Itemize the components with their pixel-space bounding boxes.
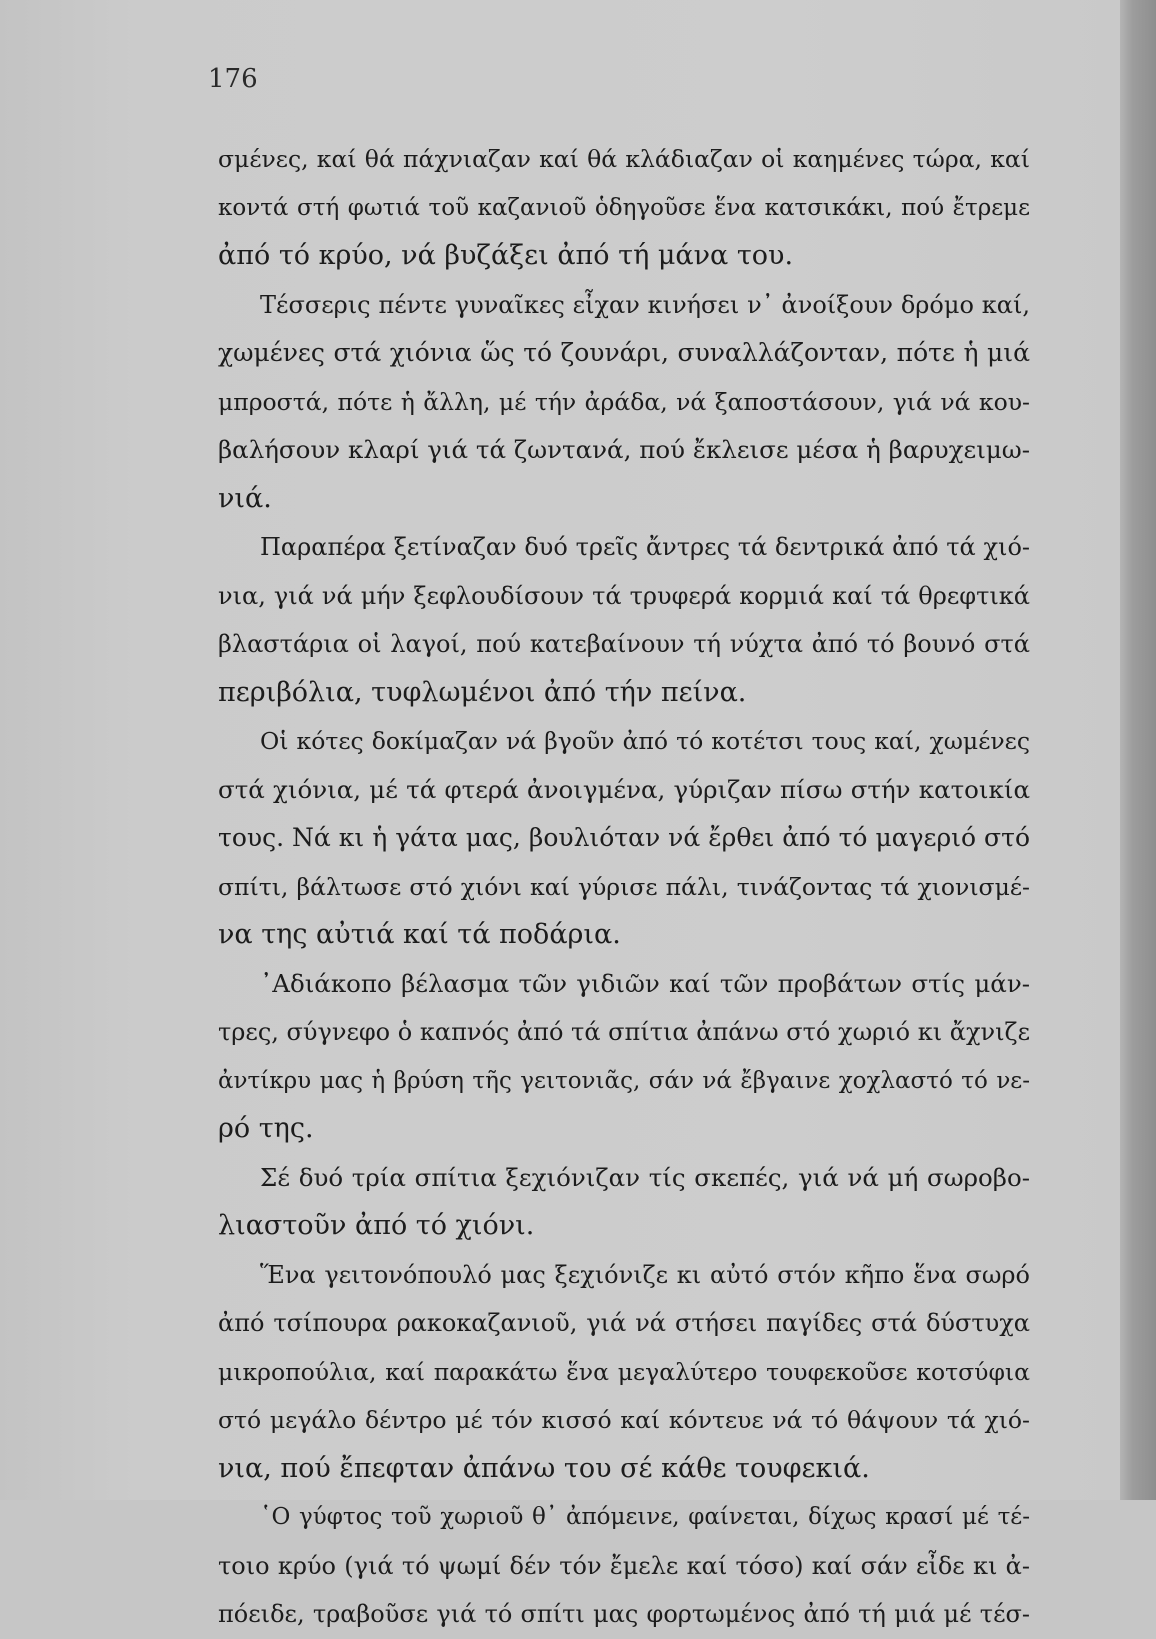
text-line: βλαστάρια οἱ λαγοί, πού κατεβαίνουν τή νύχτα ἀπό τό βουνό στά	[218, 630, 1030, 658]
text-line: τρες, σύγνεφο ὁ καπνός ἀπό τά σπίτια ἀπάνω στό χωριό κι ἄχνιζε	[218, 1018, 1030, 1046]
book-gutter-edge	[1120, 0, 1156, 1500]
text-line: λιαστοῦν ἀπό τό χιόνι.	[218, 1210, 535, 1241]
text-line: νια, γιά νά μήν ξεφλουδίσουν τά τρυφερά κορμιά καί τά θρεφτικά	[218, 581, 1030, 610]
text-line: ῾Ο γύφτος τοῦ χωριοῦ θ᾽ ἀπόμεινε, φαίνεται, δίχως κρασί μέ τέ-	[260, 1504, 1030, 1530]
body-text	[218, 135, 1030, 1639]
text-line: νιά.	[218, 482, 272, 514]
text-line: περιβόλια, τυφλωμένοι ἀπό τήν πείνα.	[218, 676, 747, 708]
text-line: σπίτι, βάλτωσε στό χιόνι καί γύρισε πάλι, τινάζοντας τά χιονισμέ-	[218, 872, 1030, 901]
text-line: Τέσσερις πέντε γυναῖκες εἶχαν κινήσει ν᾽ ἀνοίξουν δρόμο καί,	[260, 290, 1030, 319]
text-line: βαλήσουν κλαρί γιά τά ζωντανά, πού ἔκλεισε μέσα ἡ βαρυχειμω-	[218, 435, 1030, 464]
text-line: Ἕνα γειτονόπουλό μας ξεχιόνιζε κι αὐτό στόν κῆπο ἕνα σωρό	[260, 1260, 1030, 1289]
text-line: Οἱ κότες δοκίμαζαν νά βγοῦν ἀπό τό κοτέτσι τους καί, χωμένες	[260, 727, 1030, 755]
text-line: Σέ δυό τρία σπίτια ξεχιόνιζαν τίς σκεπές, γιά νά μή σωροβο-	[260, 1162, 1030, 1192]
text-line: ἀπό τσίπουρα ρακοκαζανιοῦ, γιά νά στήσει παγίδες στά δύστυχα	[218, 1309, 1030, 1337]
text-line: νια, πού ἔπεφταν ἀπάνω του σέ κάθε τουφεκιά.	[218, 1452, 870, 1484]
text-line: τους. Νά κι ἡ γάτα μας, βουλιόταν νά ἔρθει ἀπό τό μαγεριό στό	[218, 823, 1030, 852]
text-line: να της αὐτιά καί τά ποδάρια.	[218, 919, 621, 950]
text-line: χωμένες στά χιόνια ὥς τό ζουνάρι, συναλλάζονταν, πότε ἡ μιά	[218, 338, 1030, 367]
text-line: μικροπούλια, καί παρακάτω ἕνα μεγαλύτερο τουφεκοῦσε κοτσύφια	[218, 1357, 1030, 1386]
text-line: Παραπέρα ξετίναζαν δυό τρεῖς ἄντρες τά δεντρικά ἀπό τά χιό-	[260, 533, 1030, 561]
text-line: σμένες, καί θά πάχνιαζαν καί θά κλάδιαζαν οἱ καημένες τώρα, καί	[218, 145, 1030, 173]
text-line: στό μεγάλο δέντρο μέ τόν κισσό καί κόντευε νά τό θάψουν τά χιό-	[218, 1406, 1030, 1434]
text-line: πόειδε, τραβοῦσε γιά τό σπίτι μας φορτωμένος ἀπό τή μιά μέ τέσ-	[218, 1600, 1030, 1628]
text-line: τοιο κρύο (γιά τό ψωμί δέν τόν ἔμελε καί τόσο) καί σάν εἶδε κι ἀ-	[218, 1551, 1030, 1580]
page-number: 176	[208, 64, 258, 94]
text-line: ἀπό τό κρύο, νά βυζάξει ἀπό τή μάνα του.	[218, 240, 794, 271]
text-line: μπροστά, πότε ἡ ἄλλη, μέ τήν ἀράδα, νά ξαποστάσουν, γιά νά κου-	[218, 387, 1030, 416]
text-line: στά χιόνια, μέ τά φτερά ἀνοιγμένα, γύριζαν πίσω στήν κατοικία	[218, 774, 1030, 804]
text-line: ρό της.	[218, 1113, 314, 1144]
text-line: ἀντίκρυ μας ἡ βρύση τῆς γειτονιᾶς, σάν νά ἔβγαινε χοχλαστό τό νε-	[218, 1067, 1030, 1094]
text-line: ᾽Αδιάκοπο βέλασμα τῶν γιδιῶν καί τῶν προβάτων στίς μάν-	[260, 968, 1030, 998]
text-line: κοντά στή φωτιά τοῦ καζανιοῦ ὁδηγοῦσε ἕνα κατσικάκι, πού ἔτρεμε	[218, 194, 1030, 221]
